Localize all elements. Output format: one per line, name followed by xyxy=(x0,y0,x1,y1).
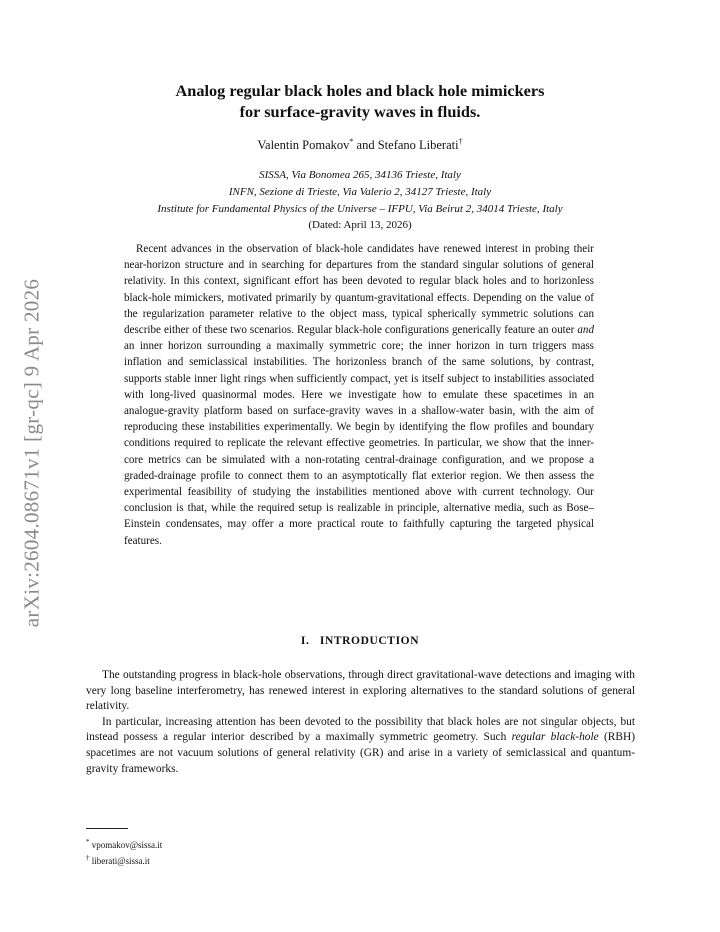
footnote-2-mark: † xyxy=(86,854,90,862)
affiliation-infn: INFN, Sezione di Trieste, Via Valerio 2, 34127 Trieste, Italy xyxy=(228,186,492,198)
author-list xyxy=(0,137,720,153)
arxiv-sidebar xyxy=(14,268,50,638)
footnote-1 xyxy=(86,836,486,852)
intro-paragraph-2-emphasis: regular black-hole xyxy=(511,731,599,744)
affiliation-ifpu: Institute for Fundamental Physics of the Universe – IFPU, Via Beirut 2, 34014 Trieste, Italy xyxy=(157,203,563,215)
author-1-mark: * xyxy=(349,137,354,146)
footnote-email-1[interactable]: vpomakov@sissa.it xyxy=(91,840,163,850)
intro-paragraph-2 xyxy=(86,715,635,777)
affiliation-sissa: SISSA, Via Bonomea 265, 34136 Trieste, Italy xyxy=(259,169,461,181)
section-heading-introduction: I. INTRODUCTION xyxy=(300,635,420,647)
footnote-1-mark: * xyxy=(86,838,90,846)
abstract-emphasis: and xyxy=(577,324,594,337)
arxiv-identifier: arXiv:2604.08671v1 [gr-qc] 9 Apr 2026 xyxy=(19,278,44,628)
abstract xyxy=(124,241,594,549)
author-1: Valentin Pomakov xyxy=(257,138,350,153)
abstract-part-2: an inner horizon surrounding a maximally symmetric core; the inner horizon in turn triggers mass inflation and semiclassical instabilities. The horizonless branch of the same solutions, by contrast, supports stable inner light rings when sufficiently compact, yet is itself subject to instabilities associated with long-lived quasinormal modes. Here we investigate how to emulate these spacetimes in an analogue-gravity platform based on surface-gravity waves in a shallow-water basin, with the aim of reproducing these instabilities experimentally. We begin by identifying the flow profiles and boundary conditions required to replicate the relevant effective geometries. In particular, we show that the inner-core metrics can be simulated with a non-rotating central-drainage configuration, and we propose a graded-drainage profile to connect them to an asymptotically flat exterior region. We then assess the experimental feasibility of studying the instabilities mentioned above with current technology. Our conclusion is that, while the required setup is realizable in principle, alternative media, such as Bose–Einstein condensates, may offer a more practical route to faithfully capturing the targeted physical features. xyxy=(124,340,594,547)
intro-paragraph-2-b: (RBH) spacetimes are not vacuum solutions of general relativity (GR) and arise in a variety of semiclassical and quantum-gravity frameworks. xyxy=(86,731,636,775)
paper-title xyxy=(0,80,720,122)
introduction-body xyxy=(86,668,635,777)
intro-paragraph-1: The outstanding progress in black-hole observations, through direct gravitational-wave detections and imaging with very long baseline interferometry, has renewed interest in exploring alternatives to the standard solutions of general relativity. xyxy=(86,669,635,713)
footnote-2 xyxy=(86,852,486,868)
intro-paragraph-2-a: In particular, increasing attention has been devoted to the possibility that black holes are not singular objects, but instead possess a regular interior described by a maximally symmetric geometry. Such xyxy=(86,715,635,744)
author-join: and xyxy=(353,138,378,153)
footnotes xyxy=(86,836,486,868)
affiliations xyxy=(0,167,720,218)
author-2: Stefano Liberati xyxy=(377,138,459,153)
author-2-mark: † xyxy=(458,137,463,146)
title-line-1: Analog regular black holes and black hole mimickers xyxy=(175,81,545,100)
abstract-part-1: Recent advances in the observation of black-hole candidates have renewed interest in probing their near-horizon structure and in searching for departures from the standard singular solutions of general relativity. In this context, significant effort has been devoted to regular black holes and to horizonless black-hole mimickers, motivated primarily by quantum-gravitational effects. Depending on the value of the regularization parameter relative to the object mass, typical spherically symmetric solutions can describe either of these two scenarios. Regular black-hole configurations generically feature an outer xyxy=(124,243,594,337)
footnote-email-2[interactable]: liberati@sissa.it xyxy=(91,856,150,866)
footnote-rule xyxy=(86,828,128,829)
date-line: (Dated: April 13, 2026) xyxy=(308,219,412,231)
title-line-2: for surface-gravity waves in fluids. xyxy=(239,102,481,121)
